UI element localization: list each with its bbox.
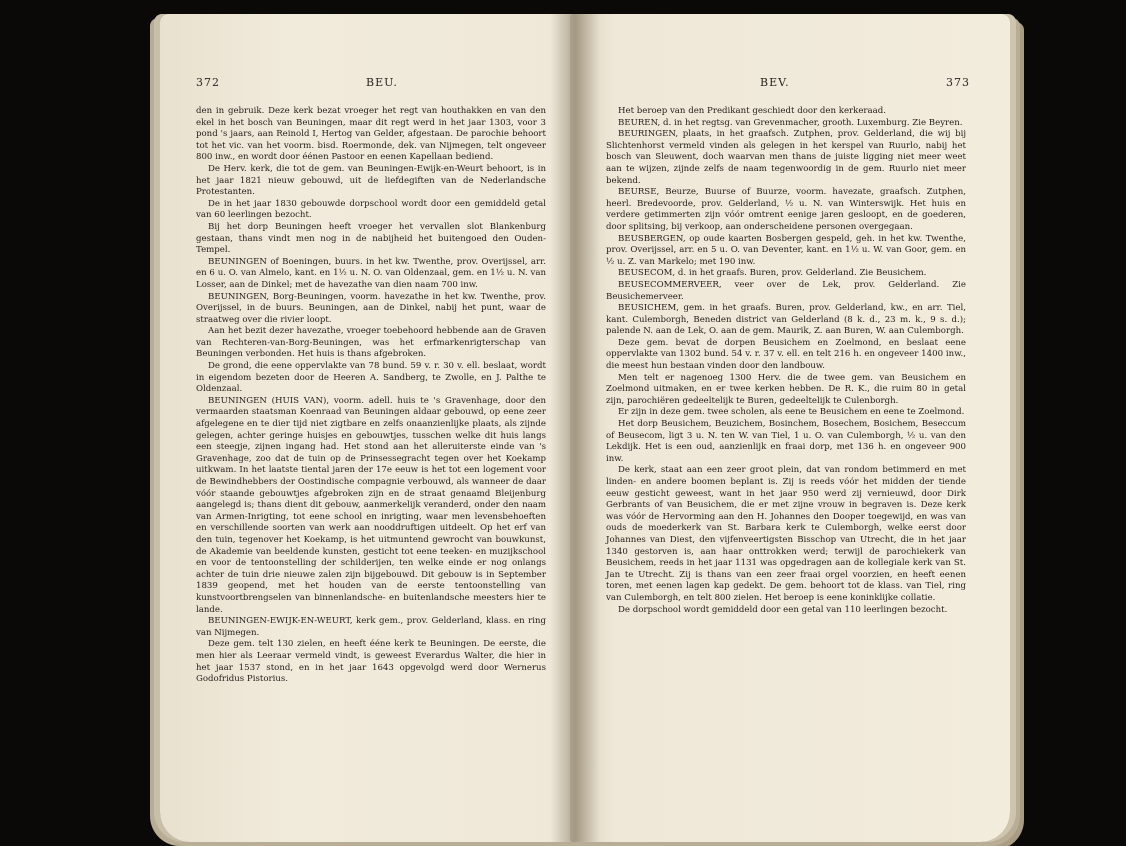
paragraph: Bij het dorp Beuningen heeft vroeger het vervallen slot Blankenburg gestaan, thans vindt men nog in de nabijheid het buitengoed den Ouden-Tempel.	[196, 221, 546, 256]
running-head-right: BEV.	[760, 76, 790, 89]
paragraph: BEUNINGEN, Borg-Beuningen, voorm. havezathe in het kw. Twenthe, prov. Overijssel, in de buurs. Beuningen, aan de Dinkel, nabij het punt, waar de straatweg over die rivier loopt.	[196, 291, 546, 325]
right-page-text	[606, 106, 966, 616]
paragraph: BEUSECOMMERVEER, veer over de Lek, prov. Gelderland. Zie Beusichemerveer.	[606, 279, 966, 302]
paragraph: Aan het bezit dezer havezathe, vroeger toebehoord hebbende aan de Graven van Rechteren-van-Borg-Beuningen, was het erfmarkenrigterschap van Beuningen verbonden. Het huis is thans afgebroken.	[196, 326, 546, 360]
paragraph: De Herv. kerk, die tot de gem. van Beuningen-Ewijk-en-Weurt behoort, is in het jaar 1821 nieuw gebouwd, uit de liefdegiften van de Nederlandsche Protestanten.	[196, 163, 546, 198]
paragraph: BEURSE, Beurze, Buurse of Buurze, voorm. havezate, graafsch. Zutphen, heerl. Bredevoorde, prov. Gelderland, ½ u. N. van Winterswijk. Het huis en verdere getimmerten zijn vóór omtrent eenige jaren gesloopt, en de goederen, door splitsing, bij verkoop, aan onderscheidene personen overgegaan.	[606, 187, 966, 232]
page-number-right: 373	[946, 76, 970, 89]
paragraph: BEUSBERGEN, op oude kaarten Bosbergen gespeld, geh. in het kw. Twenthe, prov. Overijssel, arr. en 5 u. O. van Deventer, kant. en 1½ u. W. van Goor, gem. en ½ u. Z. van Markelo; met 190 inw.	[606, 233, 966, 267]
paragraph: Het dorp Beusichem, Beuzichem, Bosinchem, Bosechem, Bosichem, Beseccum of Beusecom, ligt 3 u. N. ten W. van Tiel, 1 u. O. van Culemborgh, ½ u. van den Lekdijk. Het is een oud, aanzienlijk en fraai dorp, met 136 h. en ongeveer 900 inw.	[606, 419, 966, 464]
book-gutter	[550, 14, 600, 842]
paragraph: den in gebruik. Deze kerk bezat vroeger het regt van houthakken en van den ekel in het bosch van Beuningen, maar dit regt werd in het jaar 1303, voor 3 pond 's jaars, aan Reinold I, Hertog van Gelder, afgestaan. De parochie behoort tot het vic. van het voorm. bisd. Roermonde, dek. van Nijmegen, telt ongeveer 800 inw., en wordt door éénen Pastoor en eenen Kapellaan bediend.	[196, 106, 546, 163]
open-book	[100, 14, 1060, 842]
paragraph: BEUSECOM, d. in het graafs. Buren, prov. Gelderland. Zie Beusichem.	[618, 268, 927, 279]
paragraph: BEUSICHEM, gem. in het graafs. Buren, prov. Gelderland, kw., en arr. Tiel, kant. Culemborgh, Beneden district van Gelderland (8 k. d., 23 m. k., 9 s. d.); palende N. aan de Lek, O. aan de gem. Maurik, Z. aan Buren, W. aan Culemborgh.	[606, 303, 966, 337]
paragraph: De kerk, staat aan een zeer groot plein, dat van rondom betimmerd en met linden- en andere boomen beplant is. Zij is reeds vóór het midden der tiende eeuw gesticht geweest, want in het jaar 950 werd zij vernieuwd, door Dirk Gerbrants of van Beusichem, die er met zijne vrouw in begraven is. Deze kerk was vóór de Hervorming aan den H. Johannes den Dooper toegewijd, en was van ouds de moederkerk van St. Barbara kerk te Culemborgh, welke eerst door Johannes van Diest, den vijfenveertigsten Bisschop van Utrecht, die in het jaar 1340 gestorven is, aan haar onttrokken werd; terwijl de parochiekerk van Beusichem, reeds in het jaar 1131 was opgedragen aan de kollegiale kerk van St. Jan te Utrecht. Zij is thans van een zeer fraai orgel voorzien, en heeft eenen toren, met eenen lagen kap gedekt. De gem. behoort tot de klass. van Tiel, ring van Culemborgh, en telt 800 zielen. Het beroep is eene koninklijke collatie.	[606, 465, 966, 603]
paragraph: Men telt er nagenoeg 1300 Herv. die de twee gem. van Beusichem en Zoelmond uitmaken, en er twee kerken hebben. De R. K., die ruim 80 in getal zijn, parochiëren gedeeltelijk te Buren, gedeeltelijk te Culenborgh.	[606, 372, 966, 406]
right-page	[570, 14, 1010, 842]
paragraph: Het beroep van den Predikant geschiedt door den kerkeraad.	[618, 106, 887, 116]
left-page	[160, 14, 600, 842]
paragraph: Deze gem. telt 130 zielen, en heeft ééne kerk te Beuningen. De eerste, die men hier als Leeraar vermeld vindt, is geweest Everardus Walter, die hier in het jaar 1537 stond, en in het jaar 1643 opgevolgd werd door Wernerus Godofridus Pistorius.	[196, 639, 546, 685]
paragraph: BEUNINGEN-EWIJK-EN-WEURT, kerk gem., prov. Gelderland, klass. en ring van Nijmegen.	[196, 616, 546, 638]
left-page-text	[196, 106, 546, 686]
paragraph: BEURINGEN, plaats, in het graafsch. Zutphen, prov. Gelderland, die wij bij Slichtenhorst vermeld vinden als gelegen in het kerspel van Ruurlo, nabij het bosch van Sleuwent, doch waarvan men thans de juiste ligging niet meer weet aan te wijzen, zijnde zelfs de naam tegenwoordig in de gem. Ruurlo niet meer bekend.	[606, 129, 966, 186]
paragraph: De in het jaar 1830 gebouwde dorpschool wordt door een gemiddeld getal van 60 leerlingen bezocht.	[196, 198, 546, 221]
paragraph: De dorpschool wordt gemiddeld door een getal van 110 leerlingen bezocht.	[618, 604, 948, 615]
paragraph: BEUNINGEN (HUIS VAN), voorm. adell. huis te 's Gravenhage, door den vermaarden staatsman Koenraad van Beuningen aldaar gebouwd, op eene zeer afgelegene en te dier tijd niet zigtbare en zelfs onaanzienlijke plaats, als zijnde gelegen, achter geringe huisjes en gebouwtjes, tusschen welke dit huis langs een steegje, zijnen ingang had. Het stond aan het alleruiterste einde van 's Gravenhage, zoo dat de tuin op de Prinsessegracht tegen over het Koekamp uitkwam. In het laatste tiental jaren der 17e eeuw is het tot een logement voor de Bewindhebbers der Oostindische compagnie verbouwd, als wanneer de daar vóór staande gebouwtjes afgebroken zijn en de straat genaamd Bleijenburg aangelegd is; thans dient dit gebouw, aanmerkelijk veranderd, onder den naam van Armen-Inrigting, tot eene school en inrigting, waar men levensbehoeften en verschillende soorten van werk aan nooddruftigen uitdeelt. Op het erf van den tuin, tegenover het Koekamp, is het uitmuntend gewrocht van bouwkunst, de Akademie van beeldende kunsten, gesticht tot eene teeken- en muzijkschool en voor de tentoonstelling der schilderijen, ten welke einde er nog onlangs achter de tuin drie nieuwe zalen zijn bijgebouwd. Dit gebouw is in September 1839 geopend, met het houden van de eerste tentoonstelling van kunstvoortbrengselen van binnenlandsche- en buitenlandsche meesters hier te lande.	[196, 395, 546, 615]
paragraph: BEUNINGEN of Boeningen, buurs. in het kw. Twenthe, prov. Overijssel, arr. en 6 u. O. van Almelo, kant. en 1½ u. N. O. van Oldenzaal, gem. en 1½ u. N. van Losser, aan de Dinkel; met de havezathe van dien naam 700 inw.	[196, 256, 546, 290]
paragraph: Er zijn in deze gem. twee scholen, als eene te Beusichem en eene te Zoelmond.	[618, 407, 965, 418]
running-head-left: BEU.	[366, 76, 398, 89]
page-number-left: 372	[196, 76, 220, 89]
paragraph: BEUREN, d. in het regtsg. van Grevenmacher, grooth. Luxemburg. Zie Beyren.	[618, 117, 963, 128]
paragraph: De grond, die eene oppervlakte van 78 bund. 59 v. r. 30 v. ell. beslaat, wordt in eigendom bezeten door de Heeren A. Sandberg, te Zwolle, en J. Palthe te Oldenzaal.	[196, 361, 546, 395]
paragraph: Deze gem. bevat de dorpen Beusichem en Zoelmond, en beslaat eene oppervlakte van 1302 bund. 54 v. r. 37 v. ell. en telt 216 h. en ongeveer 1400 inw., die meest hun bestaan vinden door den landbouw.	[606, 337, 966, 372]
